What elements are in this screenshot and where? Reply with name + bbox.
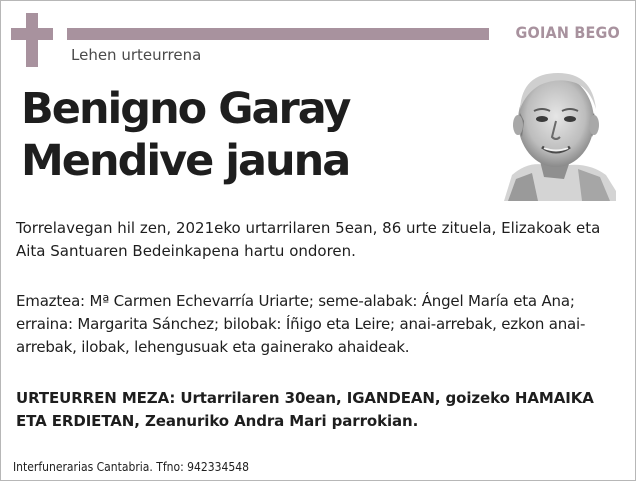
- header-band: [67, 28, 489, 40]
- mass-announcement: URTEURREN MEZA: Urtarrilaren 30ean, IGANDEAN, goizeko HAMAIKA ETA ERDIETAN, Zeanuriko Andra Mari parrokian.: [16, 389, 594, 430]
- family-paragraph: Emaztea: Mª Carmen Echevarría Uriarte; seme-alabak: Ángel María eta Ana; erraina: Margarita Sánchez; bilobak: Íñigo eta Leire; anai-arrebak, ezkon anai-arrebak, ilobak, lehengusuak eta gainerako ahaideak.: [16, 292, 586, 356]
- cross-icon: [11, 13, 53, 67]
- death-notice-paragraph: Torrelavegan hil zen, 2021eko urtarrilaren 5ean, 86 urte zituela, Elizakoak eta Aita Santuaren Bedeinkapena hartu ondoren.: [16, 219, 601, 260]
- portrait-photo: [498, 65, 616, 201]
- brand-label: GOIAN BEGO: [494, 20, 620, 46]
- name-line-2: Mendive jauna: [21, 136, 350, 186]
- name-line-1: Benigno Garay: [21, 84, 350, 134]
- subtitle: Lehen urteurrena: [71, 46, 202, 64]
- funeral-home-footer: Interfunerarias Cantabria. Tfno: 942334548: [13, 460, 249, 474]
- deceased-name: [21, 83, 491, 187]
- portrait-image: [498, 65, 616, 201]
